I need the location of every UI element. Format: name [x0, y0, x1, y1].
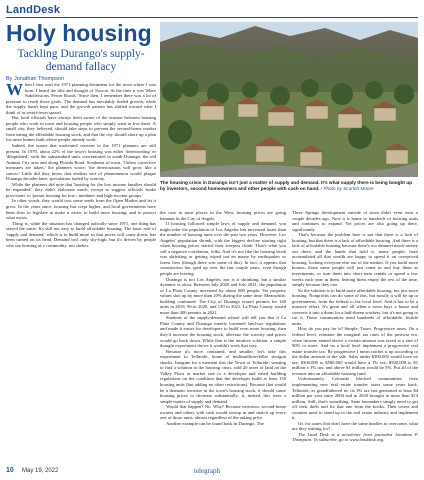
publication-name: telegraph — [194, 467, 221, 475]
page-number: 10 — [6, 467, 14, 474]
paragraph: That's because the problem here is not that there is a lack of housing, but that there is a lack of affordable housing. And there is a lack of affordable housing because there's too damned much money out there, and the hands that hold it, many people, have accumulated all that wealth are happy to spend it on overpriced housing, locking everyone else out of the market. If you build more houses, those same people will just come in and buy them as investments, or turn them into short-term rentals or spend a few weeks each year in them, leaving them empty the rest of the time, simply because they can. — [292, 232, 418, 288]
section-label: LandDesk — [6, 4, 61, 16]
paragraph: Students of the supply-demand school will tell you that if La Plata County and Durango merely loosened land-use regulations and made it easier for developers to build even more housing, then they'd increase the housing stock, alleviate the scarcity and prices would go back down. While that is the intuitive solution, a simple thought experiment shows it wouldn't work that way. — [160, 315, 286, 349]
photo-caption — [160, 180, 418, 192]
paragraph: the case in most places in the West, housing prices are going bananas in the City of Angels. — [160, 210, 286, 221]
page-footer — [6, 467, 418, 477]
paragraph: Or, for states that don't have the same hurdles to overcome, what are they waiting for? — [292, 420, 418, 432]
paragraph: How do you pay for it? Simple: Taxes. Progressive taxes. On a federal level, reinstate the marginal tax rates of the postwar era, when income earned above a certain amount was taxed at a rate of 90% or more. And on a local level implement a progressive real estate transfer tax. By progressive I mean ratchet it up according to the dollar amount of the sale. Sales under $300,000 would have no tax; $300,000 to $500,000 would have a 1% tax; $500,000 to $1 million a 3% tax; and above $1 million would be 5%. Put all of the revenue into an affordable housing fund. — [292, 326, 418, 376]
paragraph: Unfortunately, Colorado blocked communities from implementing new real estate transfer taxes some years back. Telluride, as grandfathered in; its 3% tax has generated at least $4 million per year since 2004 and in 2020 brought in more than $14 million. Still, that's something. State lawmakers simply need to get off their duffs and fix that one from the books. Then towns and counties need to stand up to the real estate industry and implement it. — [292, 376, 418, 421]
paragraph: While the planners did note that 'housing for the low income families should be expanded,' they didn't elaborate much, except to suggest officials 'make provisions' to 'permit housing for low-, medium- and high-income groups.' — [6, 181, 156, 198]
photo-credit: / Photo by Scarlett Moore — [320, 185, 374, 191]
headline: Holy housing — [6, 20, 152, 46]
caption-text: The housing crisis in Durango isn't just a matter of supply and demand. It's what supply there is being bought up by investors, second homeowners and other people with cash on hand. — [160, 180, 412, 191]
paragraph: In other words, they would toss some seeds from the Open Market and let it grow. In the years since, housing has crept higher, and local governments have been slow to legislate to make it easier to build more housing, and to protect what exists. — [6, 198, 156, 221]
housing-photo-illustration — [160, 22, 418, 177]
subhead: Tackling Durango's supply-demand fallacy — [17, 48, 145, 73]
byline: By Jonathan Thompson — [6, 76, 64, 82]
issue-date: May 19, 2022 — [22, 468, 59, 474]
article-column-3 — [292, 210, 418, 462]
paragraph: So the solution is to build more affordable housing, not just more housing. Nonprofits can do some of this, but mostly it will be up to governments, from the federal to the local level. And it has to be a massive effort. It's great and all when a town buys a house and converts it into a dorm for a half-dozen workers, but it's not going to cut it. These communities need hundreds of affordable, livable units. — [292, 287, 418, 326]
paragraph: If housing followed simple laws of supply and demand, you might infer the population of Los Angeles has increased faster than the number of housing units over the past two years. However, Los Angeles' population shrank, with the biggest decline starting right when housing prices started their steepest climb. That's what you call a negative correlation, folks. And it's not like the housing stock was shrinking or getting wiped out en masse by earthquakes or forest fires (though there was some of this). In fact, it appears that construction has sped up over the last couple years, even though people are leaving. — [160, 221, 286, 277]
paragraph: Because it's more contained, and smaller, let's take this experiment to Telluride, home of multimillion-dollar shotgun shacks. Imagine for a moment that the Town of Telluride, wanting to find a solution to the housing crisis, sold 20 acres of land on the Valley Floor at market rate to a developer and eased building regulations on the condition that the developer build at least 150 housing units (but adding no other restrictions). Because that would be a dramatic increase in the town's housing stock, it should cause housing prices to decrease substantially; it, indeed, this were a simple matter of supply and demand. — [160, 348, 286, 404]
paragraph: Thing is, while the situation has changed radically since 1971, one thing has stayed the same: It's still not easy to build affordable housing. The basic rule of 'supply and demand,' which is to build more so that prices will come down, has been turned on its head. Demand isn't only sky-high, but it's driven by people who see housing as a commodity, not shelter. — [6, 220, 156, 248]
paragraph: Would that happen? No. Why? Because investors, second-home owners and others with cash would swoop in and snatch up every one of those units, almost regardless of the asking price. — [160, 404, 286, 421]
paragraph: When I first read the 1971 planning document for the town where I was born, I heard the title and thought of Tucson. At the time it was 'More Subdivisions, Fewer Roads.' Since then, I remember there was a lot of pressure to reach those goals. The demand has inevitably fueled growth, while the supply hasn't kept pace, and the growth pattern has shifted toward what I think of as resort-town sprawl. — [6, 82, 156, 115]
author-tagline: The Land Desk is a newsletter from journalist Jonathan P. Thompson. To subscribe, go to www.landdesk.org. — [292, 431, 418, 443]
paragraph: Three Springs development outside of town didn't even exist a couple decades ago. Now it is home to hundreds of housing units and continues to expand. Yet prices are also going up there, significantly. — [292, 210, 418, 232]
paragraph: Indeed, the issues that motivated concern in the 1971 planners are still present. In 1970, about 22% of the town's housing was either 'deteriorating' or 'dilapidated,' with the substandard units concentrated in south Durango, the old Animas City area and along Florida Road. Southeast of town, 'Unless corrective measures are taken,' the planners wrote, 'the deterioration will grow like a cancer.' Little did they know that another sort of phenomenon would plague Durango decades later: speculation fueled by scarcity. — [6, 143, 156, 182]
article-column-2 — [160, 210, 286, 462]
paragraph: Durango is not Los Angeles, nor is it shrinking, but a similar dynamic is afoot. Between July 2020 and July 2021, the population of La Plata County increased by about 600 people. Yet property values shot up by more than 20% during the same time. Meanwhile, building continued. The City of Durango issued permits for 140 units in 2019, 96 in 2020, and 130 in 2021. La Plata County issued more than 400 permits in 2021. — [160, 276, 286, 315]
drop-cap: W — [6, 82, 23, 99]
section-divider — [6, 17, 418, 18]
paragraph: But local officials have always been aware of the tension between housing people who work in town and housing people who simply want to live there. A small city, they believed, should take steps to prevent the second-home market from eating the affordable housing stock, and that the city should shore up a plan for more homes built where people already work. — [6, 115, 156, 143]
article-column-1 — [6, 82, 156, 462]
article-photo — [160, 22, 418, 177]
paragraph: Another example can be found back in Durango. The — [166, 420, 264, 426]
